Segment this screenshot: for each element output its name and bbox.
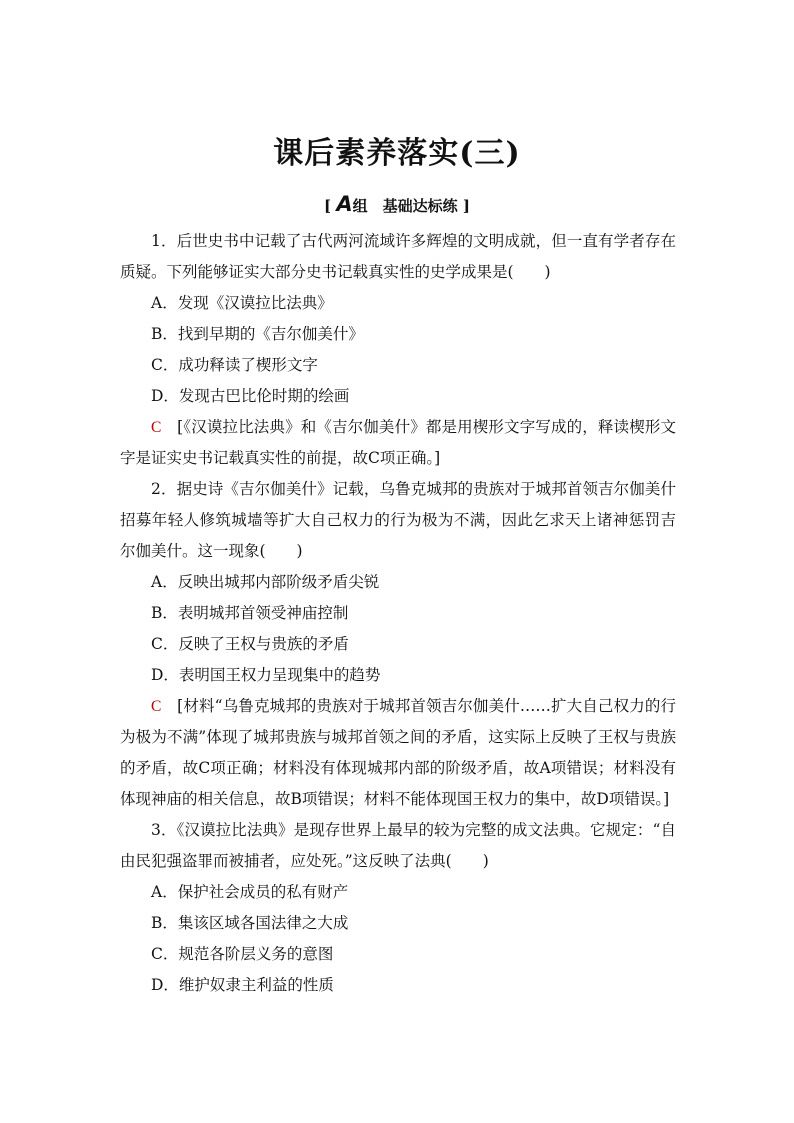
page-title: 课后素养落实(三) <box>273 136 521 171</box>
answer-explanation <box>120 412 676 474</box>
answer-explanation <box>120 691 676 815</box>
question-stem: 1．后世史书中记载了古代两河流域许多辉煌的文明成就，但一直有学者存在质疑。下列能够证实大部分史书记载真实性的史学成果是( ) <box>120 232 676 281</box>
group-label: 组 基础达标练 <box>352 197 458 215</box>
explanation-text: [《汉谟拉比法典》和《吉尔伽美什》都是用楔形文字写成的，释读楔形文字是证实史书记载真实性的前提，故C项正确。] <box>120 418 676 467</box>
question-stem: 2．据史诗《吉尔伽美什》记载，乌鲁克城邦的贵族对于城邦首领吉尔伽美什招募年轻人修筑城墙等扩大自己权力的行为极为不满，因此乞求天上诸神惩罚吉尔伽美什。这一现象( ) <box>120 480 676 560</box>
question-stem: 3．《汉谟拉比法典》是现存世界上最早的较为完整的成文法典。它规定：“自由民犯强盗罪而被捕者，应处死。”这反映了法典( ) <box>120 821 676 870</box>
option: B．找到早期的《吉尔伽美什》 <box>151 325 364 343</box>
option: A．反映出城邦内部阶级矛盾尖锐 <box>151 573 380 591</box>
question-list <box>120 226 676 1001</box>
group-letter: A <box>336 192 353 216</box>
explanation-text: [材料“乌鲁克城邦的贵族对于城邦首领吉尔伽美什……扩大自己权力的行为极为不满”体现了城邦贵族与城邦首领之间的矛盾，这实际上反映了王权与贵族的矛盾，故C项正确；材料没有体现城邦内部的阶级矛盾，故A项错误；材料没有体现神庙的相关信息，故B项错误；材料不能体现国王权力的集中，故D项错误。] <box>120 697 676 808</box>
section-heading <box>0 192 794 216</box>
option: A．保护社会成员的私有财产 <box>151 883 349 901</box>
option: D．表明国王权力呈现集中的趋势 <box>151 666 381 684</box>
option: C．规范各阶层义务的意图 <box>151 945 334 963</box>
bracket-left: [ <box>324 197 332 215</box>
option: A．发现《汉谟拉比法典》 <box>151 294 333 312</box>
option: B．表明城邦首领受神庙控制 <box>151 604 349 622</box>
option: C．成功释读了楔形文字 <box>151 356 318 374</box>
bracket-right: ] <box>462 197 470 215</box>
answer-key: C <box>151 419 162 436</box>
option: D．发现古巴比伦时期的绘画 <box>151 387 350 405</box>
option: B．集该区域各国法律之大成 <box>151 914 349 932</box>
option: C．反映了王权与贵族的矛盾 <box>151 635 349 653</box>
option: D．维护奴隶主利益的性质 <box>151 976 334 994</box>
answer-key: C <box>151 698 162 715</box>
